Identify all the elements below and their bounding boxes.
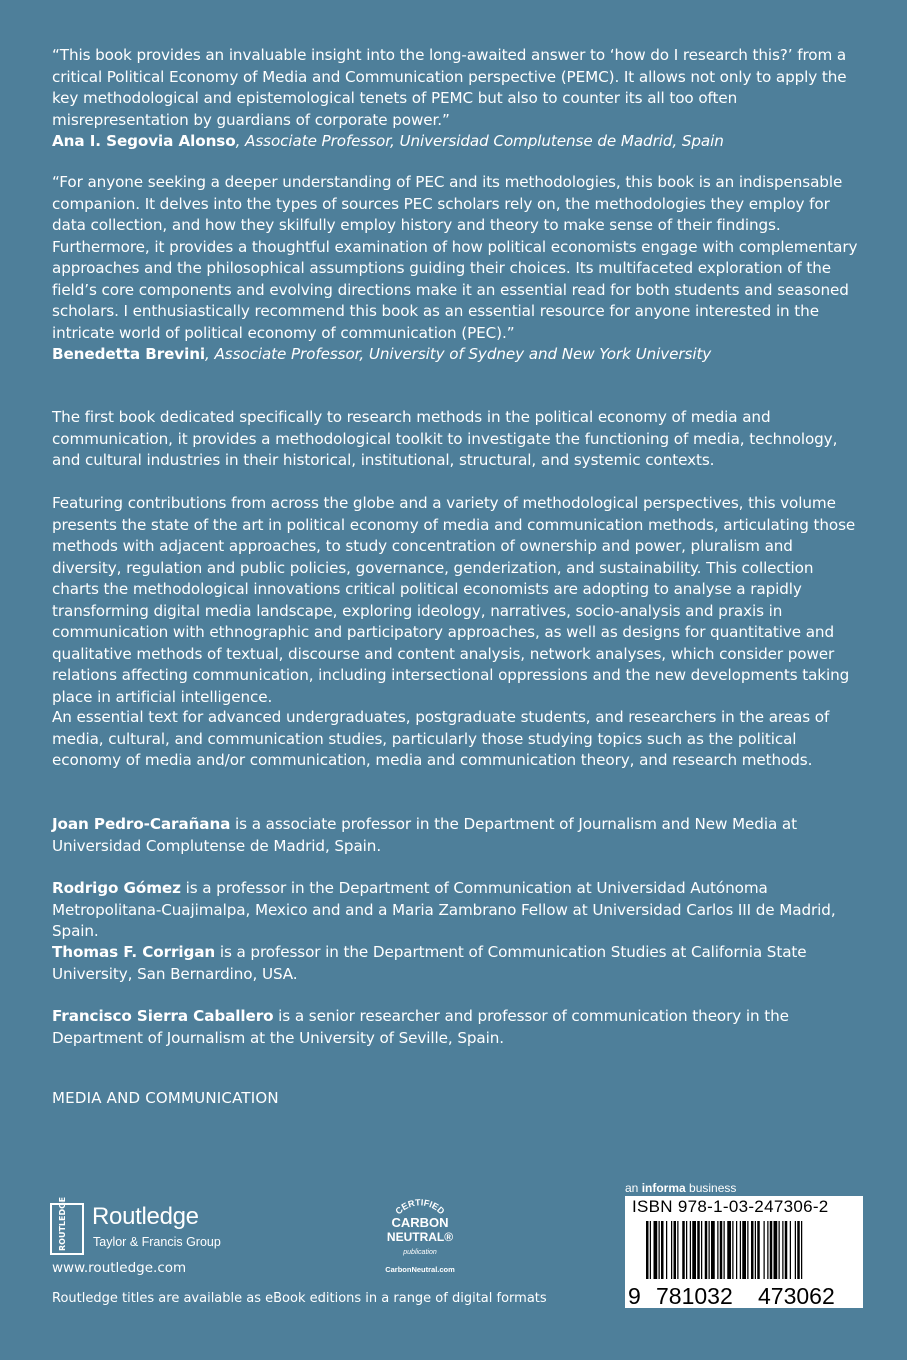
barcode-bar <box>674 1221 677 1279</box>
description-paragraph-3 <box>52 707 862 772</box>
description-text: Featuring contributions from across the globe and a variety of methodological perspectives, this volume presents the state of the art in political economy of media and communication methods, articulating those methods with adjacent approaches, to study concentration of ownership and power, pluralism and diversity, regulation and public policies, governance, genderization, and sustainability. This collection charts the methodological innovations critical political economists are adopting to analyse a rapidly transforming digital media landscape, exploring ideology, narratives, socio-analysis and praxis in communication with ethnographic and participatory approaches, as well as designs for quantitative and qualitative methods of textual, discourse and content analysis, network analyses, which consider power relations affecting communication, including intersectional oppressions and the new developments taking place in artificial intelligence. <box>52 494 856 706</box>
endorsement-quote: “This book provides an invaluable insight into the long-awaited answer to ‘how do I research this?’ from a critical Political Economy of Media and Communication perspective (PEMC). It allows not only to apply the key methodological and epistemological tenets of PEMC but also to counter its all too often misrepresentation by guardians of corporate power.” <box>52 46 847 129</box>
barcode-bar <box>736 1221 737 1279</box>
barcode-digits-left: 781032 <box>656 1283 733 1309</box>
description-paragraph-1 <box>52 407 862 472</box>
publisher-website: www.routledge.com <box>52 1260 187 1276</box>
informa-business-label <box>625 1181 736 1195</box>
barcode-bar <box>795 1221 796 1279</box>
barcode-bar <box>801 1221 802 1279</box>
carbon-neutral-badge-icon <box>377 1190 463 1278</box>
barcode-bar <box>724 1221 725 1279</box>
barcode-bar <box>701 1221 702 1279</box>
editor-bio: is a associate professor in the Department of Journalism and New Media at Universidad Complutense de Madrid, Spain. <box>52 815 797 855</box>
barcode-bar <box>671 1221 672 1279</box>
barcode-bar <box>677 1221 678 1279</box>
barcode-bar <box>661 1221 664 1279</box>
endorsement-quote: “For anyone seeking a deeper understanding of PEC and its methodologies, this book is an indispensable companion. It delves into the types of sources PEC scholars rely on, the methodologies they employ for data collection, and how they skilfully employ history and theory to make sense of their findings. Furthermore, it provides a thoughtful examination of how political economists engage with complementary approaches and the philosophical assumptions guiding their choices. Its multifaceted exploration of the field’s core components and evolving directions make it an essential read for both students and seasoned scholars. I enthusiastically recommend this book as an essential resource for anyone interested in the intricate world of political economy of communication (PEC).” <box>52 173 858 342</box>
endorser-title: , Associate Professor, University of Sydney and New York University <box>205 345 712 363</box>
barcode-bar <box>757 1221 760 1279</box>
barcode-bar <box>764 1221 765 1279</box>
editor-bio-2 <box>52 878 862 943</box>
subject-category: MEDIA AND COMMUNICATION <box>52 1089 279 1107</box>
barcode-bar <box>785 1221 788 1279</box>
barcode-bar <box>686 1221 687 1279</box>
barcode-bar <box>770 1221 773 1279</box>
badge-certified: CERTIFIED <box>393 1197 447 1217</box>
isbn-number: ISBN 978-1-03-247306-2 <box>632 1197 829 1216</box>
barcode-bar <box>690 1221 691 1279</box>
barcode-bar <box>755 1221 756 1279</box>
editor-bio: is a professor in the Department of Communication at Universidad Autónoma Metropolitana-Cuajimalpa, Mexico and and a Maria Zambrano Fellow at Universidad Carlos III de Madrid, Spain. <box>52 879 836 940</box>
barcode-bar <box>659 1221 660 1279</box>
editor-name: Joan Pedro-Carañana <box>52 815 231 833</box>
badge-carbon: CARBON <box>391 1215 449 1230</box>
editor-bio-4 <box>52 1006 862 1049</box>
barcode-bar <box>692 1221 696 1279</box>
informa-brand: informa <box>641 1181 686 1195</box>
barcode-bar <box>646 1221 649 1279</box>
endorsement-attribution <box>52 131 862 153</box>
informa-suffix: business <box>685 1181 737 1195</box>
barcode-bar <box>751 1221 754 1279</box>
barcode-bar <box>732 1221 733 1279</box>
badge-site: CarbonNeutral.com <box>385 1265 455 1274</box>
editor-name: Thomas F. Corrigan <box>52 943 216 961</box>
endorser-title: , Associate Professor, Universidad Complutense de Madrid, Spain <box>235 132 724 150</box>
barcode-bar <box>774 1221 778 1279</box>
badge-publication: publication <box>403 1249 437 1256</box>
barcode-bar <box>779 1221 780 1279</box>
barcode-icon <box>628 1221 860 1279</box>
barcode-bar <box>740 1221 741 1279</box>
editor-name: Francisco Sierra Caballero <box>52 1007 274 1025</box>
barcode-bar <box>790 1221 791 1279</box>
editor-bio: is a senior researcher and professor of communication theory in the Department of Journalism at the University of Seville, Spain. <box>52 1007 789 1047</box>
endorser-name: Benedetta Brevini <box>52 345 206 363</box>
endorser-name: Ana I. Segovia Alonso <box>52 132 236 150</box>
barcode-bar <box>650 1221 651 1279</box>
description-text: The first book dedicated specifically to research methods in the political economy of media and communication, it provides a methodological toolkit to investigate the functioning of media, technology, and cultural industries in their historical, institutional, structural, and systemic contexts. <box>52 408 838 469</box>
barcode-bar <box>697 1221 700 1279</box>
barcode-bar <box>711 1221 715 1279</box>
endorsement-attribution <box>52 344 862 366</box>
barcode-bar <box>742 1221 746 1279</box>
endorsement-2 <box>52 172 862 366</box>
editor-bio-3 <box>52 942 862 985</box>
endorsement-1 <box>52 45 862 153</box>
barcode-bar <box>747 1221 748 1279</box>
editor-name: Rodrigo Gómez <box>52 879 181 897</box>
barcode-bar <box>709 1221 710 1279</box>
editor-bio-1 <box>52 814 862 857</box>
editor-bio: is a professor in the Department of Communication Studies at California State University, San Bernardino, USA. <box>52 943 807 983</box>
routledge-logo <box>50 1196 250 1255</box>
logo-letters: ROUTLEDGE <box>58 1196 67 1251</box>
barcode-bar <box>782 1221 783 1279</box>
barcode-bar <box>797 1221 800 1279</box>
description-text: An essential text for advanced undergraduates, postgraduate students, and researchers in the areas of media, cultural, and communication studies, particularly those studying topics such as the political economy of media and/or communication, media and communication theory, and research methods. <box>52 708 830 769</box>
barcode-digits-right: 473062 <box>758 1283 835 1309</box>
barcode-digit-lead: 9 <box>628 1283 641 1309</box>
barcode-bar <box>654 1221 658 1279</box>
badge-neutral: NEUTRAL® <box>386 1230 454 1244</box>
barcode-bar <box>727 1221 731 1279</box>
barcode-bar <box>717 1221 718 1279</box>
publisher-name: Routledge <box>92 1203 199 1230</box>
informa-prefix: an <box>625 1181 642 1195</box>
barcode-bar <box>666 1221 667 1279</box>
barcode-bar <box>720 1221 723 1279</box>
barcode-bar <box>705 1221 708 1279</box>
barcode-bar <box>767 1221 768 1279</box>
description-paragraph-2 <box>52 493 862 708</box>
ebook-note: Routledge titles are available as eBook editions in a range of digital formats <box>52 1291 547 1306</box>
publisher-group: Taylor & Francis Group <box>93 1235 221 1249</box>
routledge-mark-icon <box>50 1196 84 1255</box>
barcode-bar <box>682 1221 685 1279</box>
